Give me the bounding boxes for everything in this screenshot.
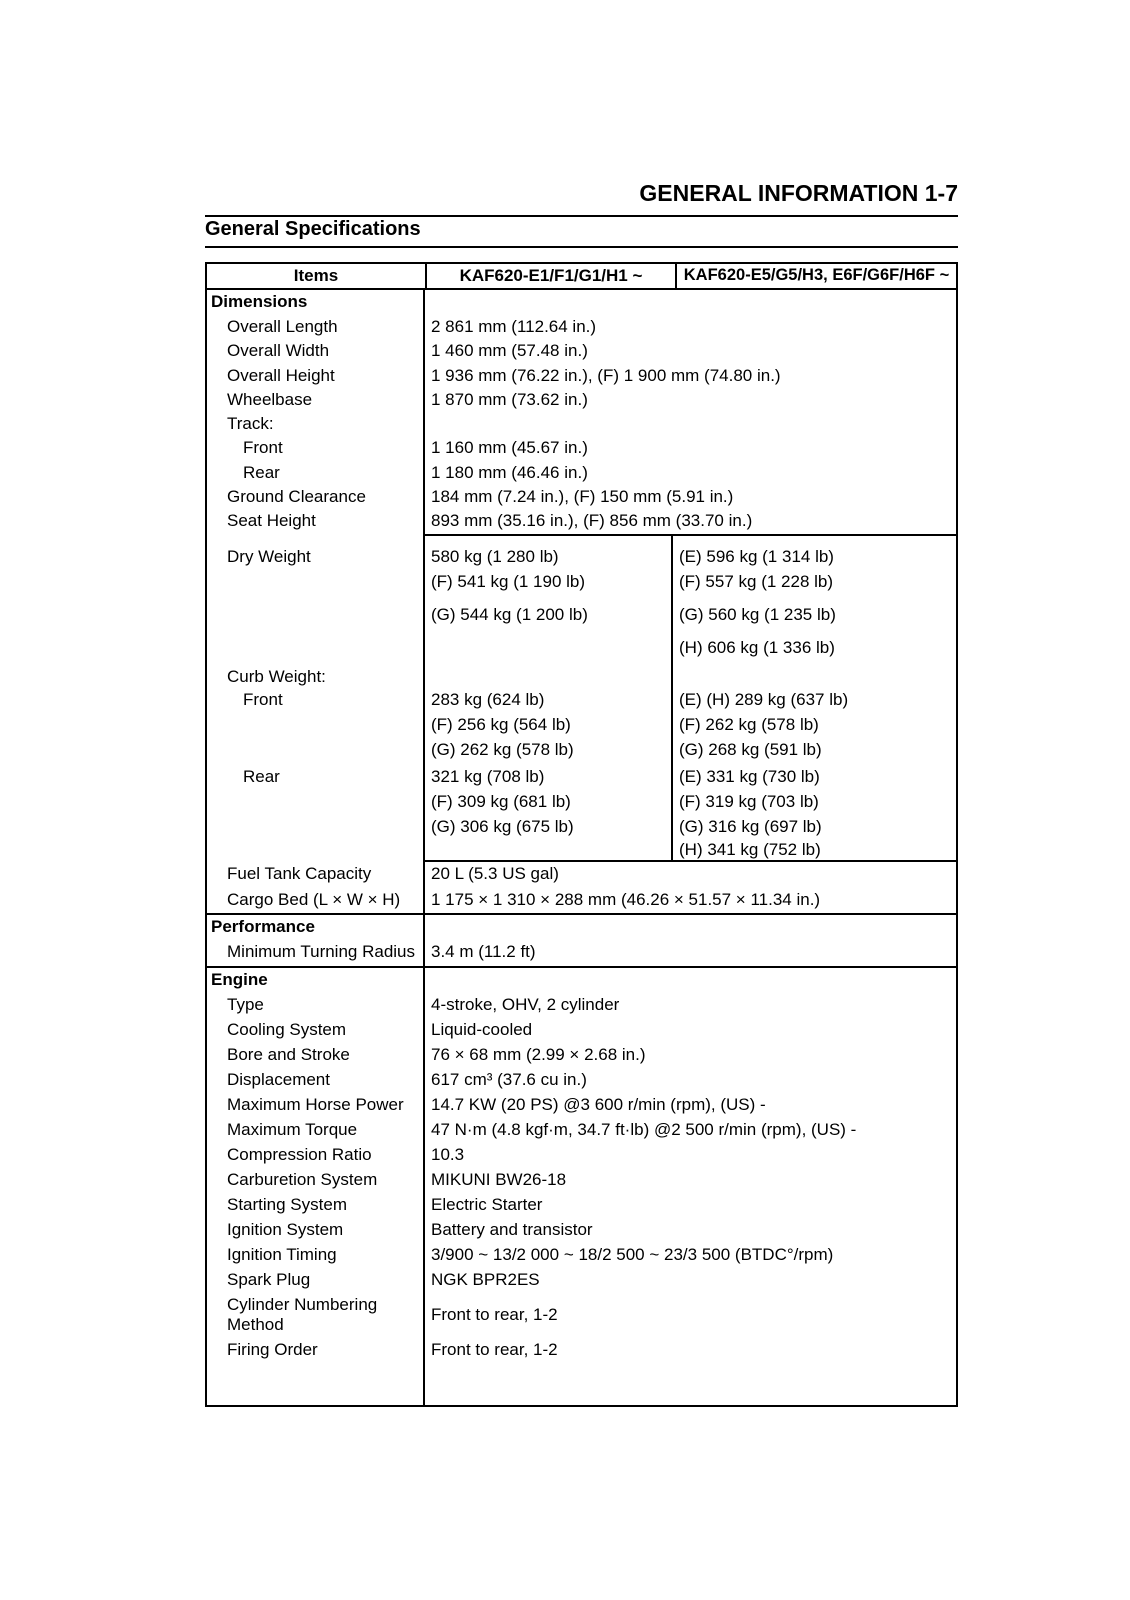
weight-value: (E) (H) 289 kg (637 lb): [679, 689, 849, 709]
row-label: Firing Order: [207, 1338, 425, 1363]
row-label: Rear: [207, 461, 425, 485]
row-label: Seat Height: [207, 509, 425, 533]
spec-row: [207, 940, 956, 966]
row-label: Wheelbase: [207, 388, 425, 412]
row-value: 20 L (5.3 US gal): [431, 864, 559, 884]
weight-value: (E) 596 kg (1 314 lb): [679, 546, 834, 566]
spec-row: [207, 862, 956, 888]
weight-value: (F) 262 kg (578 lb): [679, 714, 819, 734]
weight-value: (F) 319 kg (703 lb): [679, 791, 819, 811]
row-value: 1 175 × 1 310 × 288 mm (46.26 × 51.57 × 11.34 in.): [431, 889, 821, 909]
row-label: Maximum Torque: [207, 1118, 425, 1143]
spec-row: [207, 461, 956, 485]
weight-value: (F) 256 kg (564 lb): [431, 714, 571, 734]
row-label: Carburetion System: [207, 1168, 425, 1193]
section-row-dimensions: [207, 290, 956, 315]
weight-value: (G) 306 kg (675 lb): [431, 816, 574, 836]
spec-row: [207, 1268, 956, 1293]
column-header-model-a: KAF620-E1/F1/G1/H1 ~: [427, 264, 677, 288]
row-value: 1 160 mm (45.67 in.): [431, 438, 588, 458]
section-row-performance: [207, 915, 956, 940]
weight-value: (F) 309 kg (681 lb): [431, 791, 571, 811]
weight-value: 321 kg (708 lb): [431, 766, 545, 786]
weights-col-model-a: [425, 536, 673, 860]
row-value: 14.7 KW (20 PS) @3 600 r/min (rpm), (US) -: [431, 1094, 766, 1114]
spec-row: [207, 1243, 956, 1268]
section-label: Dimensions: [207, 290, 425, 315]
row-label: Spark Plug: [207, 1268, 425, 1293]
weight-value: 580 kg (1 280 lb): [431, 546, 559, 566]
column-header-model-b: KAF620-E5/G5/H3, E6F/G6F/H6F ~: [683, 266, 950, 285]
row-label: Cargo Bed (L × W × H): [207, 888, 425, 913]
column-header-items: Items: [207, 264, 427, 288]
row-label: Cooling System: [207, 1018, 425, 1043]
spec-row: [207, 993, 956, 1018]
page-title: GENERAL INFORMATION 1-7: [639, 180, 958, 206]
spec-row: [207, 1168, 956, 1193]
weight-value: (G) 544 kg (1 200 lb): [431, 604, 588, 624]
spec-row: [207, 1193, 956, 1218]
weight-value: (H) 606 kg (1 336 lb): [679, 637, 835, 657]
row-value: 3/900 ~ 13/2 000 ~ 18/2 500 ~ 23/3 500 (BTDC°/rpm): [431, 1244, 834, 1264]
spec-row: [207, 436, 956, 460]
weight-value: (G) 316 kg (697 lb): [679, 816, 822, 836]
spec-row: [207, 1043, 956, 1068]
spec-table: [205, 262, 958, 1407]
row-value: 10.3: [431, 1144, 465, 1164]
row-label: Type: [207, 993, 425, 1018]
row-value: Front to rear, 1-2: [431, 1304, 558, 1324]
dry-weight-label: Dry Weight: [227, 546, 311, 566]
row-value: 1 460 mm (57.48 in.): [431, 341, 588, 361]
row-label: Front: [207, 436, 425, 460]
spec-row-filler: [207, 1363, 956, 1405]
spec-row: [207, 1293, 956, 1338]
row-value: MIKUNI BW26-18: [431, 1169, 567, 1189]
row-value: Liquid-cooled: [431, 1019, 533, 1039]
weight-value: 283 kg (624 lb): [431, 689, 545, 709]
row-value: 1 870 mm (73.62 in.): [431, 389, 588, 409]
row-label: Compression Ratio: [207, 1143, 425, 1168]
row-value: 1 936 mm (76.22 in.), (F) 1 900 mm (74.80 in.): [431, 365, 781, 385]
section-title: General Specifications: [205, 218, 421, 240]
section-label: Engine: [207, 968, 425, 993]
weight-value: (F) 541 kg (1 190 lb): [431, 571, 586, 591]
row-label: Fuel Tank Capacity: [207, 862, 425, 888]
spec-row: [207, 1068, 956, 1093]
spec-row: [207, 388, 956, 412]
row-label: Ignition System: [207, 1218, 425, 1243]
row-label: Minimum Turning Radius: [207, 940, 425, 966]
weights-values: [425, 534, 956, 862]
row-value: NGK BPR2ES: [431, 1269, 540, 1289]
row-label: Ignition Timing: [207, 1243, 425, 1268]
row-value: 893 mm (35.16 in.), (F) 856 mm (33.70 in.): [431, 511, 753, 531]
performance-section: [207, 913, 956, 966]
row-label: Ground Clearance: [207, 485, 425, 509]
horizontal-rule: [205, 246, 958, 248]
weight-value: (G) 560 kg (1 235 lb): [679, 604, 836, 624]
spec-row: [207, 1218, 956, 1243]
row-label: Overall Length: [207, 315, 425, 339]
row-value: 76 × 68 mm (2.99 × 2.68 in.): [431, 1044, 646, 1064]
row-label: [207, 1363, 425, 1405]
table-header-row: [207, 264, 956, 290]
weight-value: (G) 268 kg (591 lb): [679, 739, 822, 759]
row-label: Maximum Horse Power: [207, 1093, 425, 1118]
spec-row: [207, 1018, 956, 1043]
weights-labels: [207, 534, 425, 862]
row-value: 3.4 m (11.2 ft): [431, 942, 536, 962]
row-label: Track:: [207, 412, 425, 436]
weight-value: (F) 557 kg (1 228 lb): [679, 571, 834, 591]
row-label: Cylinder Numbering Method: [207, 1293, 425, 1338]
row-value: 47 N·m (4.8 kgf·m, 34.7 ft·lb) @2 500 r/min (rpm), (US) -: [431, 1119, 857, 1139]
row-value: 4-stroke, OHV, 2 cylinder: [431, 994, 620, 1014]
row-label: Bore and Stroke: [207, 1043, 425, 1068]
spec-row: [207, 485, 956, 509]
spec-row: [207, 1118, 956, 1143]
spec-row: [207, 339, 956, 363]
spec-row: [207, 1143, 956, 1168]
spec-row: [207, 315, 956, 339]
row-label: Starting System: [207, 1193, 425, 1218]
row-value: Electric Starter: [431, 1194, 543, 1214]
row-value: Front to rear, 1-2: [431, 1339, 558, 1359]
row-value: 184 mm (7.24 in.), (F) 150 mm (5.91 in.): [431, 487, 734, 507]
row-value: 617 cm³ (37.6 cu in.): [431, 1069, 587, 1089]
weights-region: [207, 534, 956, 862]
spec-row: [207, 509, 956, 533]
spec-row: [207, 888, 956, 913]
weight-value: (E) 331 kg (730 lb): [679, 766, 820, 786]
curb-front-label: Front: [243, 689, 283, 709]
row-value: 2 861 mm (112.64 in.): [431, 316, 597, 336]
horizontal-rule: [205, 215, 958, 217]
spec-row: [207, 1093, 956, 1118]
engine-section: [207, 966, 956, 1405]
curb-weight-label: Curb Weight:: [227, 666, 326, 686]
section-row-engine: [207, 968, 956, 993]
row-label: Overall Width: [207, 339, 425, 363]
weight-value: (H) 341 kg (752 lb): [679, 839, 821, 859]
row-value: 1 180 mm (46.46 in.): [431, 462, 588, 482]
row-value: Battery and transistor: [431, 1219, 593, 1239]
spec-row: [207, 1338, 956, 1363]
spec-row: [207, 412, 956, 436]
row-label: Overall Height: [207, 364, 425, 388]
curb-rear-label: Rear: [243, 766, 280, 786]
weights-col-model-b: [673, 536, 956, 860]
row-label: Displacement: [207, 1068, 425, 1093]
weight-value: (G) 262 kg (578 lb): [431, 739, 574, 759]
section-label: Performance: [207, 915, 425, 940]
spec-row: [207, 364, 956, 388]
